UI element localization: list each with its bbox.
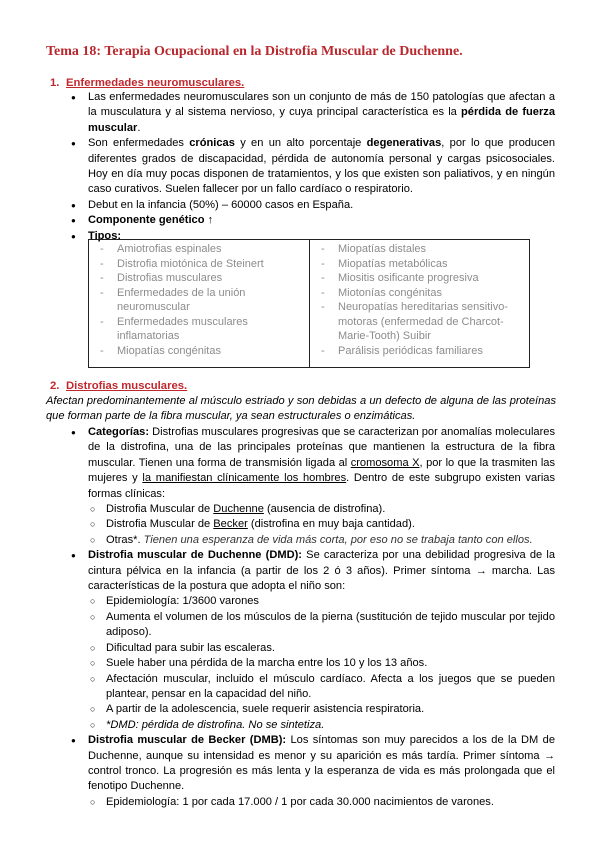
bold-label: Categorías: <box>88 426 150 438</box>
sublist-item <box>88 517 555 532</box>
text: Son enfermedades <box>88 137 190 150</box>
list-item <box>70 425 555 548</box>
bold-text: pérdida de fuerza muscular <box>88 106 556 134</box>
underlined-text: la manifiestan clínicamente los hombres <box>142 472 347 485</box>
tipo-item: - Miopatías congénitas <box>97 344 303 359</box>
tipo-item: - Parálisis periódicas familiares <box>318 344 523 359</box>
tipo-item: - Miotonías congénitas <box>318 286 523 301</box>
tipos-table <box>88 239 530 368</box>
text: , por lo que la trasmiten las mujeres y <box>88 456 556 485</box>
section-number: 1. <box>50 77 60 89</box>
text: (ausencia de distrofina). <box>263 503 386 516</box>
text: , por lo que producen diferentes grados de discapacidad, pérdida de autonomía personal y cargas psicosociales. Hoy en día muy pocas disponen de tratamientos, y los que existen son paliativos, y en ningún caso curativos. Suelen fallecer por un fallo cardíaco o respiratorio. <box>88 137 555 196</box>
underlined-text: Becker <box>213 518 248 531</box>
text: (distrofina en muy baja cantidad). <box>247 518 415 531</box>
tipo-item: - Miositis osificante progresiva <box>318 271 523 286</box>
list-item: ● Componente genético ↑ <box>70 213 555 228</box>
sublist-item: ○ Suele haber una pérdida de la marcha entre los 10 y los 13 años. <box>88 656 555 671</box>
list-item <box>70 548 555 733</box>
text: Las enfermedades neuromusculares son un conjunto de más de 150 patologías que afectan a la musculatura y al sistema nervioso, y cuya principal característica es la <box>88 91 555 119</box>
list-item <box>70 136 555 198</box>
bold-label: Distrofia muscular de Duchenne (DMD): <box>88 549 302 562</box>
list-item <box>70 733 555 810</box>
section-heading-1 <box>50 77 244 89</box>
dmd-sublist <box>88 594 555 733</box>
sublist-item: ○ A partir de la adolescencia, suele requerir asistencia respiratoria. <box>88 702 555 717</box>
tipo-item: - Amiotrofias espinales <box>97 242 303 257</box>
section-2-list <box>70 425 555 810</box>
sublist-item: ○ *DMD: pérdida de distrofina. No se sintetiza. <box>88 718 555 733</box>
bold-text: degenerativas <box>366 137 442 150</box>
sublist-item <box>88 533 555 548</box>
tipo-item: - Distrofia miotónica de Steinert <box>97 257 303 272</box>
underlined-text: Duchenne <box>213 503 264 516</box>
text: Se caracteriza por una debilidad progresiva de la cintura pélvica en la infancia (a partir de los 2 ó 3 años). Primer síntoma → marcha. Las características de la postura que adopta el niño son: <box>88 549 555 593</box>
underlined-text: cromosoma X <box>350 456 420 469</box>
tipo-item: - Miopatías metabólicas <box>318 257 523 272</box>
tipos-column-left <box>89 240 309 367</box>
text: Distrofias musculares progresivas que se caracterizan por anomalías moleculares de la distrofina, una de las principales proteínas que mantienen la estructura de la fibra muscular. Tienen una forma de transmisión ligada al <box>88 426 555 469</box>
bold-label: Distrofia muscular de Becker (DMB): <box>88 734 287 747</box>
tipo-item: - Miopatías distales <box>318 242 523 257</box>
tipo-item: - Neuropatías hereditarias sensitivo-motoras (enfermedad de Charcot-Marie-Tooth) Suibir <box>318 300 523 344</box>
sublist-item: ○ Epidemiología: 1/3600 varones <box>88 594 555 609</box>
sublist-item: ○ Epidemiología: 1 por cada 17.000 / 1 por cada 30.000 nacimientos de varones. <box>88 795 555 810</box>
italic-text: Tienen una esperanza de vida más corta, por eso no se trabaja tanto con ellos. <box>143 533 533 546</box>
list-item <box>70 90 555 136</box>
sublist-item <box>88 502 555 517</box>
dmb-sublist <box>88 795 555 810</box>
tipos-column-right <box>309 240 529 367</box>
section-2-intro: Afectan predominantemente al músculo estriado y son debidas a un defecto de alguna de las proteínas que forman parte de la fibra muscular, ya sean estructurales o enzimáticas. <box>46 395 556 422</box>
list-item: ● Tipos: <box>70 229 555 244</box>
tipo-item: - Enfermedades de la unión neuromuscular <box>97 286 303 315</box>
categorias-sublist <box>88 502 555 548</box>
text: . <box>137 121 141 134</box>
document-title: Tema 18: Terapia Ocupacional en la Distrofia Muscular de Duchenne. <box>46 44 463 59</box>
list-item: ● Debut en la infancia (50%) – 60000 casos en España. <box>70 198 555 213</box>
text: Distrofia Muscular de <box>106 503 214 516</box>
section-1-list <box>70 90 555 244</box>
section-heading-2 <box>50 380 187 392</box>
section-title: Distrofias musculares. <box>66 380 188 392</box>
text: Otras*. <box>106 533 144 546</box>
text: y en un alto porcentaje <box>234 137 367 150</box>
text: . Dentro de este subgrupo existen varias formas clínicas: <box>88 472 555 500</box>
text: Los síntomas son muy parecidos a los de la DM de Duchenne, aunque su intensidad es menor y su aparición es más tardía. Primer síntoma → control tronco. La progresión es más lenta y la esperanza de vida es más prolongada que el fenotipo Duchenne. <box>88 734 555 793</box>
sublist-item: ○ Afectación muscular, incluido el músculo cardíaco. Afecta a los juegos que se pueden plantear, pensar en la capacidad del niño. <box>88 672 555 703</box>
tipo-item: - Distrofias musculares <box>97 271 303 286</box>
tipo-item: - Enfermedades musculares inflamatorias <box>97 315 303 344</box>
sublist-item: ○ Aumenta el volumen de los músculos de la pierna (sustitución de tejido muscular por tejido adiposo). <box>88 610 555 641</box>
text: Distrofia Muscular de <box>106 518 214 531</box>
sublist-item: ○ Dificultad para subir las escaleras. <box>88 641 555 656</box>
section-title: Enfermedades neuromusculares. <box>66 77 245 89</box>
section-number: 2. <box>50 380 60 392</box>
bold-text: crónicas <box>189 137 235 150</box>
